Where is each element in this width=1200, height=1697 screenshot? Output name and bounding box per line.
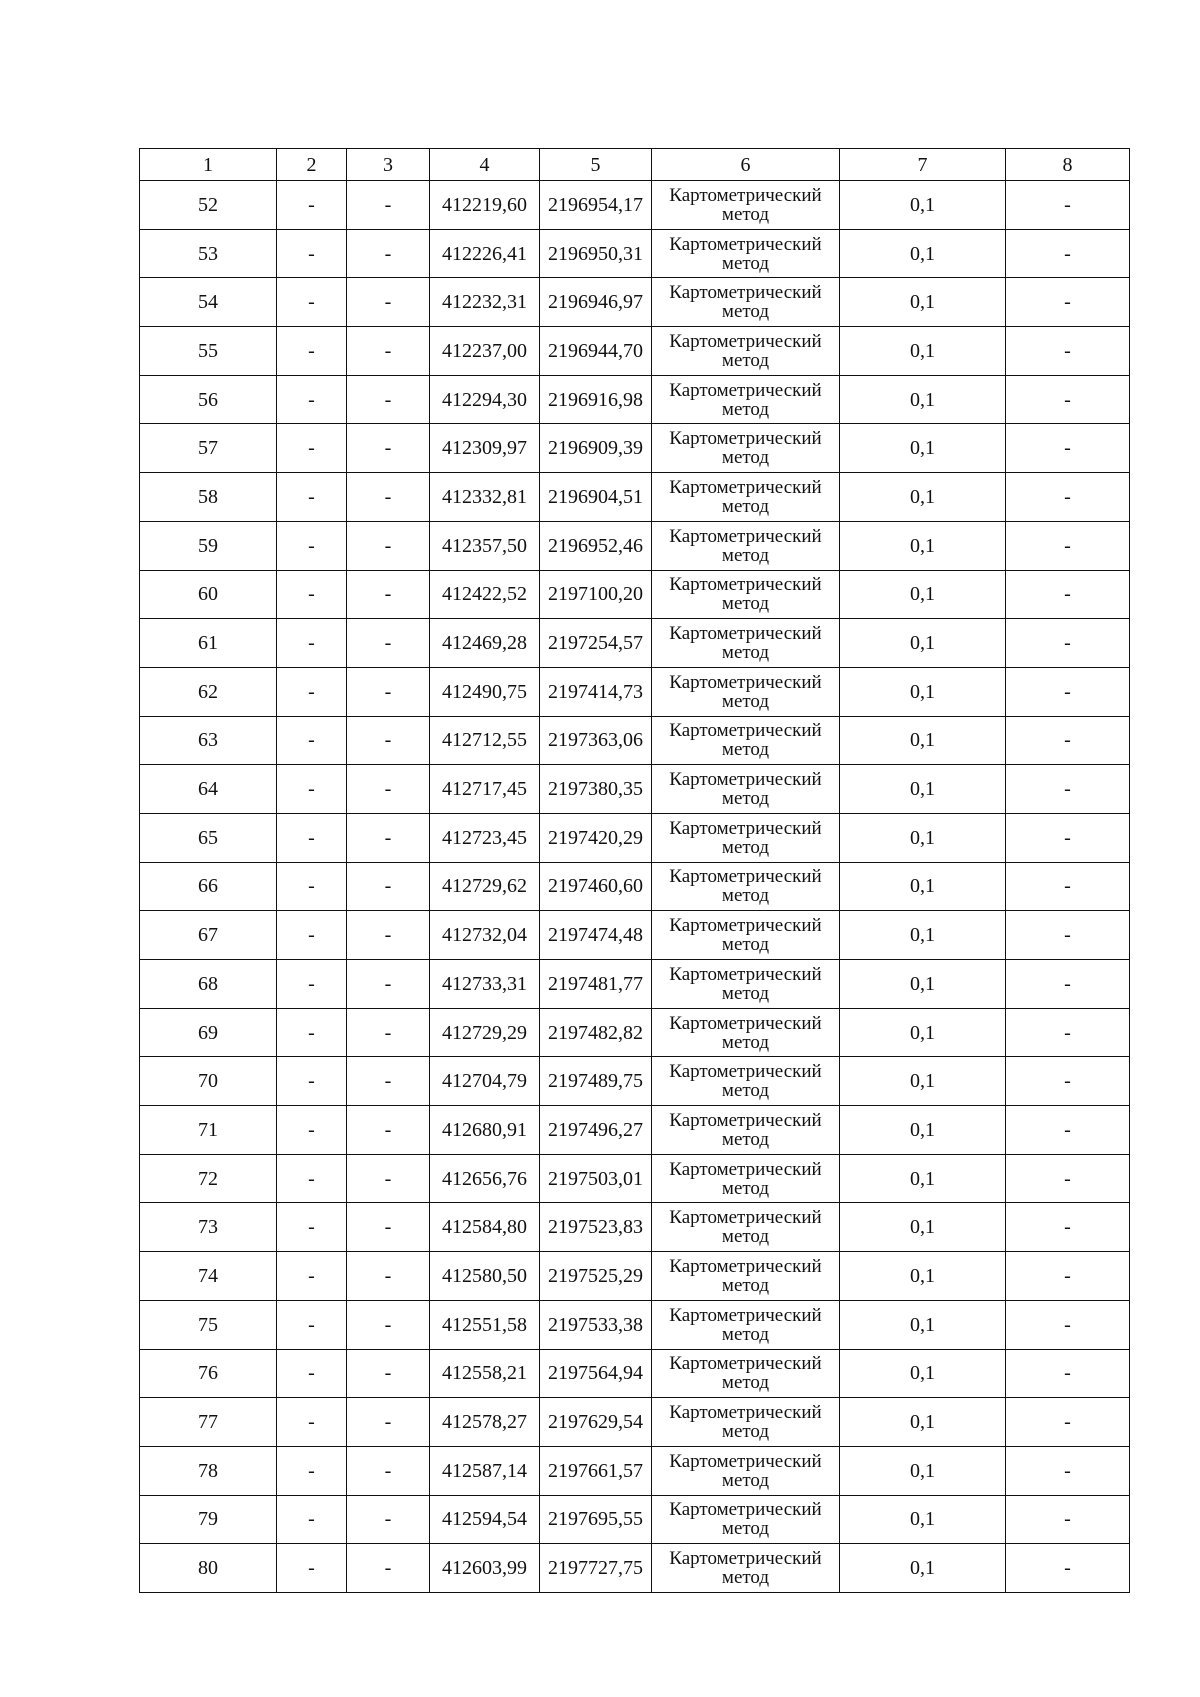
column-3-cell: - xyxy=(347,1008,430,1057)
method-cell: Картометрический метод xyxy=(652,473,840,522)
column-2-cell: - xyxy=(277,570,347,619)
y-coordinate-cell: 2197489,75 xyxy=(540,1057,652,1106)
x-coordinate-cell: 412594,54 xyxy=(430,1495,540,1544)
column-8-cell: - xyxy=(1006,667,1130,716)
column-3-cell: - xyxy=(347,229,430,278)
column-8-cell: - xyxy=(1006,1252,1130,1301)
column-3-cell: - xyxy=(347,181,430,230)
column-3-cell: - xyxy=(347,862,430,911)
table-row xyxy=(140,1446,1130,1495)
column-2-cell: - xyxy=(277,862,347,911)
point-number-cell: 68 xyxy=(140,960,277,1009)
x-coordinate-cell: 412704,79 xyxy=(430,1057,540,1106)
x-coordinate-cell: 412723,45 xyxy=(430,813,540,862)
method-cell: Картометрический метод xyxy=(652,813,840,862)
y-coordinate-cell: 2196904,51 xyxy=(540,473,652,522)
table-row xyxy=(140,1203,1130,1252)
table-row xyxy=(140,473,1130,522)
column-2-cell: - xyxy=(277,813,347,862)
point-number-cell: 70 xyxy=(140,1057,277,1106)
y-coordinate-cell: 2197629,54 xyxy=(540,1398,652,1447)
precision-cell: 0,1 xyxy=(840,619,1006,668)
column-3-cell: - xyxy=(347,473,430,522)
table-row xyxy=(140,813,1130,862)
y-coordinate-cell: 2196952,46 xyxy=(540,521,652,570)
precision-cell: 0,1 xyxy=(840,1008,1006,1057)
column-8-cell: - xyxy=(1006,813,1130,862)
column-2-cell: - xyxy=(277,181,347,230)
method-cell: Картометрический метод xyxy=(652,229,840,278)
point-number-cell: 79 xyxy=(140,1495,277,1544)
point-number-cell: 71 xyxy=(140,1106,277,1155)
precision-cell: 0,1 xyxy=(840,1106,1006,1155)
column-8-cell: - xyxy=(1006,1446,1130,1495)
method-cell: Картометрический метод xyxy=(652,1349,840,1398)
column-3-cell: - xyxy=(347,667,430,716)
method-cell: Картометрический метод xyxy=(652,1154,840,1203)
method-cell: Картометрический метод xyxy=(652,1300,840,1349)
y-coordinate-cell: 2197380,35 xyxy=(540,765,652,814)
x-coordinate-cell: 412729,29 xyxy=(430,1008,540,1057)
y-coordinate-cell: 2197460,60 xyxy=(540,862,652,911)
table-row xyxy=(140,1106,1130,1155)
column-8-cell: - xyxy=(1006,960,1130,1009)
header-cell-1: 1 xyxy=(140,149,277,181)
column-8-cell: - xyxy=(1006,1349,1130,1398)
coordinates-table xyxy=(139,148,1130,1593)
column-3-cell: - xyxy=(347,1106,430,1155)
method-cell: Картометрический метод xyxy=(652,619,840,668)
table-row xyxy=(140,327,1130,376)
precision-cell: 0,1 xyxy=(840,473,1006,522)
column-8-cell: - xyxy=(1006,278,1130,327)
precision-cell: 0,1 xyxy=(840,521,1006,570)
y-coordinate-cell: 2197503,01 xyxy=(540,1154,652,1203)
y-coordinate-cell: 2197533,38 xyxy=(540,1300,652,1349)
precision-cell: 0,1 xyxy=(840,1203,1006,1252)
column-8-cell: - xyxy=(1006,911,1130,960)
column-2-cell: - xyxy=(277,229,347,278)
y-coordinate-cell: 2197414,73 xyxy=(540,667,652,716)
column-2-cell: - xyxy=(277,1154,347,1203)
table-row xyxy=(140,424,1130,473)
header-cell-5: 5 xyxy=(540,149,652,181)
column-3-cell: - xyxy=(347,1300,430,1349)
precision-cell: 0,1 xyxy=(840,1300,1006,1349)
column-8-cell: - xyxy=(1006,521,1130,570)
precision-cell: 0,1 xyxy=(840,911,1006,960)
column-2-cell: - xyxy=(277,1057,347,1106)
x-coordinate-cell: 412717,45 xyxy=(430,765,540,814)
y-coordinate-cell: 2196916,98 xyxy=(540,375,652,424)
column-2-cell: - xyxy=(277,375,347,424)
method-cell: Картометрический метод xyxy=(652,1398,840,1447)
table-row xyxy=(140,1008,1130,1057)
table-row xyxy=(140,765,1130,814)
point-number-cell: 74 xyxy=(140,1252,277,1301)
column-2-cell: - xyxy=(277,765,347,814)
column-3-cell: - xyxy=(347,765,430,814)
y-coordinate-cell: 2196944,70 xyxy=(540,327,652,376)
column-8-cell: - xyxy=(1006,1106,1130,1155)
column-2-cell: - xyxy=(277,667,347,716)
table-row xyxy=(140,1252,1130,1301)
header-cell-8: 8 xyxy=(1006,149,1130,181)
column-3-cell: - xyxy=(347,278,430,327)
column-3-cell: - xyxy=(347,1057,430,1106)
precision-cell: 0,1 xyxy=(840,570,1006,619)
column-8-cell: - xyxy=(1006,181,1130,230)
point-number-cell: 52 xyxy=(140,181,277,230)
column-2-cell: - xyxy=(277,716,347,765)
table-row xyxy=(140,181,1130,230)
precision-cell: 0,1 xyxy=(840,765,1006,814)
x-coordinate-cell: 412357,50 xyxy=(430,521,540,570)
point-number-cell: 59 xyxy=(140,521,277,570)
column-3-cell: - xyxy=(347,521,430,570)
method-cell: Картометрический метод xyxy=(652,570,840,619)
column-8-cell: - xyxy=(1006,1300,1130,1349)
table-row xyxy=(140,1154,1130,1203)
column-8-cell: - xyxy=(1006,765,1130,814)
point-number-cell: 65 xyxy=(140,813,277,862)
column-2-cell: - xyxy=(277,1203,347,1252)
precision-cell: 0,1 xyxy=(840,229,1006,278)
x-coordinate-cell: 412732,04 xyxy=(430,911,540,960)
header-row xyxy=(140,149,1130,181)
point-number-cell: 75 xyxy=(140,1300,277,1349)
precision-cell: 0,1 xyxy=(840,716,1006,765)
x-coordinate-cell: 412551,58 xyxy=(430,1300,540,1349)
precision-cell: 0,1 xyxy=(840,278,1006,327)
column-3-cell: - xyxy=(347,716,430,765)
x-coordinate-cell: 412587,14 xyxy=(430,1446,540,1495)
y-coordinate-cell: 2197695,55 xyxy=(540,1495,652,1544)
precision-cell: 0,1 xyxy=(840,813,1006,862)
x-coordinate-cell: 412294,30 xyxy=(430,375,540,424)
method-cell: Картометрический метод xyxy=(652,716,840,765)
column-3-cell: - xyxy=(347,960,430,1009)
column-8-cell: - xyxy=(1006,424,1130,473)
table-row xyxy=(140,911,1130,960)
column-3-cell: - xyxy=(347,327,430,376)
precision-cell: 0,1 xyxy=(840,1446,1006,1495)
table-row xyxy=(140,375,1130,424)
column-8-cell: - xyxy=(1006,1495,1130,1544)
column-8-cell: - xyxy=(1006,229,1130,278)
column-8-cell: - xyxy=(1006,473,1130,522)
column-8-cell: - xyxy=(1006,1398,1130,1447)
y-coordinate-cell: 2196950,31 xyxy=(540,229,652,278)
method-cell: Картометрический метод xyxy=(652,1057,840,1106)
column-2-cell: - xyxy=(277,1008,347,1057)
point-number-cell: 80 xyxy=(140,1544,277,1593)
table-row xyxy=(140,1349,1130,1398)
column-3-cell: - xyxy=(347,813,430,862)
table-row xyxy=(140,1057,1130,1106)
x-coordinate-cell: 412580,50 xyxy=(430,1252,540,1301)
table-row xyxy=(140,960,1130,1009)
precision-cell: 0,1 xyxy=(840,1495,1006,1544)
method-cell: Картометрический метод xyxy=(652,911,840,960)
y-coordinate-cell: 2196946,97 xyxy=(540,278,652,327)
column-3-cell: - xyxy=(347,1349,430,1398)
column-2-cell: - xyxy=(277,278,347,327)
point-number-cell: 57 xyxy=(140,424,277,473)
column-2-cell: - xyxy=(277,1446,347,1495)
x-coordinate-cell: 412712,55 xyxy=(430,716,540,765)
y-coordinate-cell: 2197523,83 xyxy=(540,1203,652,1252)
table-row xyxy=(140,1544,1130,1593)
y-coordinate-cell: 2197474,48 xyxy=(540,911,652,960)
column-8-cell: - xyxy=(1006,619,1130,668)
column-3-cell: - xyxy=(347,1544,430,1593)
x-coordinate-cell: 412232,31 xyxy=(430,278,540,327)
y-coordinate-cell: 2197525,29 xyxy=(540,1252,652,1301)
point-number-cell: 54 xyxy=(140,278,277,327)
point-number-cell: 69 xyxy=(140,1008,277,1057)
precision-cell: 0,1 xyxy=(840,667,1006,716)
column-8-cell: - xyxy=(1006,1008,1130,1057)
method-cell: Картометрический метод xyxy=(652,960,840,1009)
column-3-cell: - xyxy=(347,570,430,619)
precision-cell: 0,1 xyxy=(840,1057,1006,1106)
column-8-cell: - xyxy=(1006,1544,1130,1593)
table-row xyxy=(140,619,1130,668)
x-coordinate-cell: 412490,75 xyxy=(430,667,540,716)
point-number-cell: 56 xyxy=(140,375,277,424)
table-row xyxy=(140,1495,1130,1544)
method-cell: Картометрический метод xyxy=(652,278,840,327)
table-row xyxy=(140,716,1130,765)
column-2-cell: - xyxy=(277,911,347,960)
method-cell: Картометрический метод xyxy=(652,1203,840,1252)
column-3-cell: - xyxy=(347,619,430,668)
precision-cell: 0,1 xyxy=(840,424,1006,473)
point-number-cell: 55 xyxy=(140,327,277,376)
point-number-cell: 76 xyxy=(140,1349,277,1398)
header-cell-6: 6 xyxy=(652,149,840,181)
method-cell: Картометрический метод xyxy=(652,1106,840,1155)
x-coordinate-cell: 412422,52 xyxy=(430,570,540,619)
point-number-cell: 64 xyxy=(140,765,277,814)
y-coordinate-cell: 2197564,94 xyxy=(540,1349,652,1398)
method-cell: Картометрический метод xyxy=(652,1252,840,1301)
column-3-cell: - xyxy=(347,1203,430,1252)
point-number-cell: 53 xyxy=(140,229,277,278)
point-number-cell: 67 xyxy=(140,911,277,960)
column-3-cell: - xyxy=(347,1495,430,1544)
column-2-cell: - xyxy=(277,1106,347,1155)
precision-cell: 0,1 xyxy=(840,862,1006,911)
column-2-cell: - xyxy=(277,619,347,668)
method-cell: Картометрический метод xyxy=(652,375,840,424)
y-coordinate-cell: 2197482,82 xyxy=(540,1008,652,1057)
precision-cell: 0,1 xyxy=(840,1349,1006,1398)
x-coordinate-cell: 412733,31 xyxy=(430,960,540,1009)
point-number-cell: 66 xyxy=(140,862,277,911)
precision-cell: 0,1 xyxy=(840,181,1006,230)
x-coordinate-cell: 412219,60 xyxy=(430,181,540,230)
point-number-cell: 78 xyxy=(140,1446,277,1495)
method-cell: Картометрический метод xyxy=(652,1008,840,1057)
column-3-cell: - xyxy=(347,1154,430,1203)
column-2-cell: - xyxy=(277,1398,347,1447)
precision-cell: 0,1 xyxy=(840,327,1006,376)
column-2-cell: - xyxy=(277,473,347,522)
x-coordinate-cell: 412578,27 xyxy=(430,1398,540,1447)
precision-cell: 0,1 xyxy=(840,375,1006,424)
y-coordinate-cell: 2197363,06 xyxy=(540,716,652,765)
table-row xyxy=(140,278,1130,327)
method-cell: Картометрический метод xyxy=(652,424,840,473)
column-3-cell: - xyxy=(347,911,430,960)
y-coordinate-cell: 2197481,77 xyxy=(540,960,652,1009)
x-coordinate-cell: 412237,00 xyxy=(430,327,540,376)
column-8-cell: - xyxy=(1006,1057,1130,1106)
point-number-cell: 58 xyxy=(140,473,277,522)
column-2-cell: - xyxy=(277,521,347,570)
point-number-cell: 77 xyxy=(140,1398,277,1447)
table-row xyxy=(140,862,1130,911)
header-cell-2: 2 xyxy=(277,149,347,181)
column-2-cell: - xyxy=(277,327,347,376)
column-8-cell: - xyxy=(1006,327,1130,376)
table-row xyxy=(140,229,1130,278)
column-3-cell: - xyxy=(347,1446,430,1495)
table-row xyxy=(140,521,1130,570)
x-coordinate-cell: 412656,76 xyxy=(430,1154,540,1203)
x-coordinate-cell: 412469,28 xyxy=(430,619,540,668)
y-coordinate-cell: 2197100,20 xyxy=(540,570,652,619)
x-coordinate-cell: 412680,91 xyxy=(430,1106,540,1155)
method-cell: Картометрический метод xyxy=(652,667,840,716)
x-coordinate-cell: 412226,41 xyxy=(430,229,540,278)
column-3-cell: - xyxy=(347,1398,430,1447)
precision-cell: 0,1 xyxy=(840,1252,1006,1301)
point-number-cell: 62 xyxy=(140,667,277,716)
y-coordinate-cell: 2197420,29 xyxy=(540,813,652,862)
table-row xyxy=(140,570,1130,619)
column-2-cell: - xyxy=(277,1252,347,1301)
header-cell-7: 7 xyxy=(840,149,1006,181)
y-coordinate-cell: 2196954,17 xyxy=(540,181,652,230)
column-2-cell: - xyxy=(277,1495,347,1544)
point-number-cell: 72 xyxy=(140,1154,277,1203)
column-2-cell: - xyxy=(277,960,347,1009)
column-8-cell: - xyxy=(1006,862,1130,911)
precision-cell: 0,1 xyxy=(840,1154,1006,1203)
column-2-cell: - xyxy=(277,424,347,473)
x-coordinate-cell: 412558,21 xyxy=(430,1349,540,1398)
method-cell: Картометрический метод xyxy=(652,1446,840,1495)
precision-cell: 0,1 xyxy=(840,1398,1006,1447)
column-8-cell: - xyxy=(1006,375,1130,424)
table-row xyxy=(140,667,1130,716)
method-cell: Картометрический метод xyxy=(652,181,840,230)
method-cell: Картометрический метод xyxy=(652,327,840,376)
x-coordinate-cell: 412332,81 xyxy=(430,473,540,522)
column-8-cell: - xyxy=(1006,1154,1130,1203)
table-row xyxy=(140,1300,1130,1349)
point-number-cell: 60 xyxy=(140,570,277,619)
header-cell-4: 4 xyxy=(430,149,540,181)
x-coordinate-cell: 412603,99 xyxy=(430,1544,540,1593)
y-coordinate-cell: 2197661,57 xyxy=(540,1446,652,1495)
x-coordinate-cell: 412309,97 xyxy=(430,424,540,473)
table-row xyxy=(140,1398,1130,1447)
point-number-cell: 63 xyxy=(140,716,277,765)
header-cell-3: 3 xyxy=(347,149,430,181)
column-8-cell: - xyxy=(1006,716,1130,765)
x-coordinate-cell: 412584,80 xyxy=(430,1203,540,1252)
method-cell: Картометрический метод xyxy=(652,1495,840,1544)
method-cell: Картометрический метод xyxy=(652,765,840,814)
column-2-cell: - xyxy=(277,1544,347,1593)
x-coordinate-cell: 412729,62 xyxy=(430,862,540,911)
column-8-cell: - xyxy=(1006,570,1130,619)
column-3-cell: - xyxy=(347,424,430,473)
precision-cell: 0,1 xyxy=(840,1544,1006,1593)
y-coordinate-cell: 2197727,75 xyxy=(540,1544,652,1593)
precision-cell: 0,1 xyxy=(840,960,1006,1009)
table-body xyxy=(140,149,1130,1593)
point-number-cell: 61 xyxy=(140,619,277,668)
column-2-cell: - xyxy=(277,1349,347,1398)
column-3-cell: - xyxy=(347,1252,430,1301)
y-coordinate-cell: 2197496,27 xyxy=(540,1106,652,1155)
column-8-cell: - xyxy=(1006,1203,1130,1252)
column-3-cell: - xyxy=(347,375,430,424)
method-cell: Картометрический метод xyxy=(652,521,840,570)
point-number-cell: 73 xyxy=(140,1203,277,1252)
method-cell: Картометрический метод xyxy=(652,1544,840,1593)
y-coordinate-cell: 2197254,57 xyxy=(540,619,652,668)
column-2-cell: - xyxy=(277,1300,347,1349)
y-coordinate-cell: 2196909,39 xyxy=(540,424,652,473)
method-cell: Картометрический метод xyxy=(652,862,840,911)
